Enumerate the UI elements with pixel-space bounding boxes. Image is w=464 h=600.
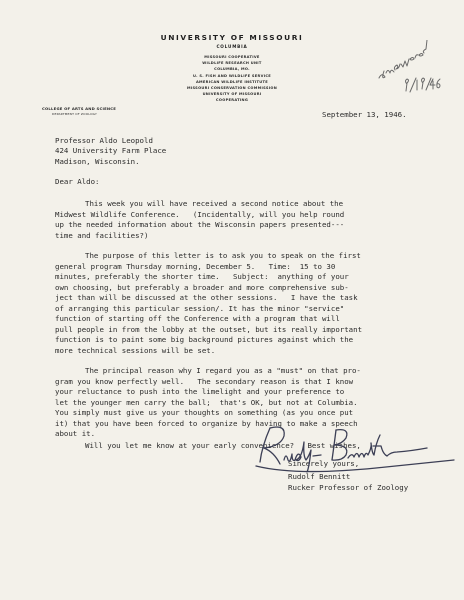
unit-line-3: COLUMBIA, MO.	[214, 67, 250, 71]
paragraph-3-line-7: about it.	[55, 429, 96, 438]
unit-line-2: WILDLIFE RESEARCH UNIT	[202, 61, 262, 65]
salutation: Dear Aldo:	[55, 177, 100, 186]
paragraph-4-line-1: Will you let me know at your early convenience? Best wishes,	[85, 441, 361, 450]
paragraph-2-line-1: The purpose of this letter is to ask you to speak on the first	[85, 251, 361, 260]
paragraph-3-line-3: your reluctance to push into the limelight and your preference to	[55, 387, 345, 396]
department-name: DEPARTMENT OF ZOOLOGY	[52, 112, 98, 116]
unit-line-6: MISSOURI CONSERVATION COMMISSION	[186, 86, 278, 90]
signer-title: Rucker Professor of Zoology	[288, 482, 409, 492]
paragraph-3-line-5: You simply must give us your thoughts on something (as you once put	[55, 408, 354, 417]
paragraph-2-line-4: own choosing, but preferably a broader and more comprehensive sub-	[55, 282, 349, 292]
paragraph-2-line-10: more technical sessions will be set.	[55, 345, 216, 355]
recipient-line-3: Madison, Wisconsin.	[55, 156, 140, 166]
paragraph-1-line-4: time and facilities?)	[55, 230, 149, 240]
unit-line-8: COOPERATING	[215, 98, 249, 102]
unit-line-5: AMERICAN WILDLIFE INSTITUTE	[195, 80, 269, 84]
paragraph-3-line-6: it) that you have been forced to organize by having to make a speech	[55, 418, 358, 428]
paragraph-1-line-3: up the needed information about the Wisconsin papers presented---	[55, 220, 345, 229]
paragraph-2-line-5: ject than will be discussed at the other sessions. I have the task	[55, 293, 358, 302]
university-name: UNIVERSITY OF MISSOURI	[160, 33, 304, 42]
recipient-line-1: Professor Aldo Leopold	[55, 136, 153, 145]
handwritten-answered-note	[375, 40, 445, 100]
paragraph-3-line-2: gram you know perfectly well. The secondary reason is that I know	[55, 376, 354, 386]
letter-date: September 13, 1946.	[322, 110, 407, 119]
paragraph-2-line-6: of arranging this particular session/. It has the minor "service"	[55, 303, 345, 313]
recipient-line-2: 424 University Farm Place	[55, 146, 167, 156]
paragraph-3-line-1: The principal reason why I regard you as a "must" on that pro-	[85, 366, 361, 375]
paragraph-1-line-1: This week you will have received a second notice about the	[85, 199, 344, 208]
paragraph-2-line-2: general program Thursday morning, December 5. Time: 15 to 30	[55, 261, 336, 271]
unit-line-4: U. S. FISH AND WILDLIFE SERVICE	[192, 74, 272, 78]
unit-line-7: UNIVERSITY OF MISSOURI	[202, 92, 262, 96]
paragraph-2-line-7: function of starting off the Conference with a program that will	[55, 314, 340, 323]
closing: Sincerely yours,	[288, 459, 360, 468]
handwritten-signature	[250, 420, 456, 480]
paragraph-2-line-8: pull people in from the lobby at the outset, but its really important	[55, 324, 363, 334]
recipient-address	[55, 136, 166, 167]
paragraph-2-line-3: minutes, preferably the shorter time. Subject: anything of your	[55, 272, 349, 281]
paragraph-1-line-2: Midwest Wildlife Conference. (Incidentally, will you help round	[55, 209, 345, 219]
unit-line-1: MISSOURI COOPERATIVE	[204, 55, 260, 59]
paragraph-3-line-4: let the younger men carry the ball; that's OK, but not at Columbia.	[55, 397, 358, 407]
paragraph-2-line-9: function is to paint some big background pictures against which the	[55, 335, 354, 344]
university-city: COLUMBIA	[216, 44, 248, 49]
signer-name: Rudolf Bennitt	[288, 472, 351, 481]
college-name: COLLEGE OF ARTS AND SCIENCE	[42, 106, 117, 111]
